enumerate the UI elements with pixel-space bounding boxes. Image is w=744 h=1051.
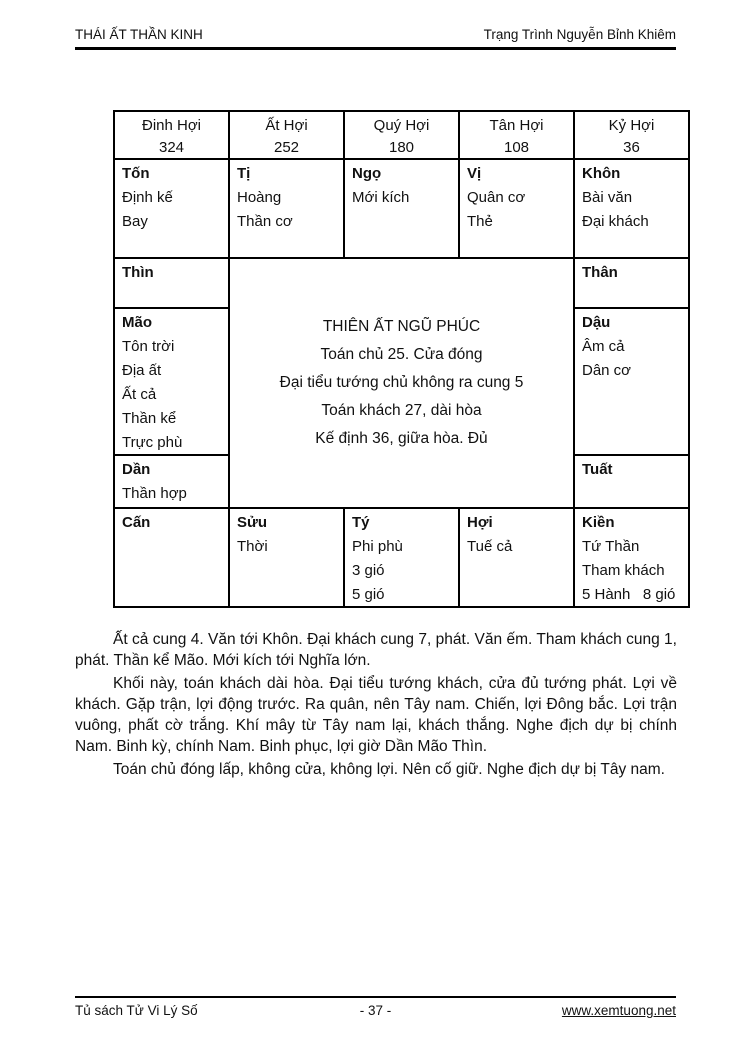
center-cell xyxy=(230,259,573,507)
paragraph: Ất cả cung 4. Văn tới Khôn. Đại khách cung 7, phát. Văn ếm. Tham khách cung 1, phát. Thần kể Mão. Mới kích tới Nghĩa lớn. xyxy=(75,631,677,669)
palace-line: Thần hợp xyxy=(122,485,187,502)
palace-title: Thân xyxy=(582,264,618,281)
palace-line: Hoàng xyxy=(237,189,282,206)
palace-line: 5 Hành 8 gió xyxy=(582,586,676,603)
palace-line: Ất cả xyxy=(122,386,157,403)
footer-series: Tủ sách Tử Vi Lý Số xyxy=(75,1003,198,1018)
palace-title: Dậu xyxy=(582,314,611,331)
palace-title: Vị xyxy=(467,165,482,182)
palace-cell-dan xyxy=(115,456,228,507)
year-cell-at-hoi xyxy=(230,112,343,158)
palace-line: Mới kích xyxy=(352,189,410,206)
year-cell-dinh-hoi xyxy=(115,112,228,158)
palace-cell-thin xyxy=(115,259,228,307)
center-line: Đại tiểu tướng chủ không ra cung 5 xyxy=(279,374,524,391)
palace-cell-mao xyxy=(115,309,228,454)
year-value: 108 xyxy=(503,139,530,156)
palace-line: Bài văn xyxy=(582,189,633,206)
palace-line: 5 gió xyxy=(352,586,385,603)
year-name: Đinh Hợi xyxy=(141,117,202,134)
header-author: Trạng Trình Nguyễn Bỉnh Khiêm xyxy=(483,27,676,42)
year-name: Tân Hợi xyxy=(489,117,544,134)
chart-table xyxy=(113,110,690,608)
footer-right xyxy=(476,1003,676,1019)
palace-line: Tứ Thần xyxy=(582,538,640,555)
palace-title: Cấn xyxy=(122,514,151,531)
palace-title: Hợi xyxy=(467,514,493,531)
footer-page-number: - 37 - xyxy=(359,1003,392,1018)
year-name: Kỷ Hợi xyxy=(608,117,655,134)
year-value: 324 xyxy=(158,139,185,156)
palace-title: Ngọ xyxy=(352,165,382,182)
palace-title: Mão xyxy=(122,314,152,331)
palace-cell-dau xyxy=(575,309,688,454)
palace-cell-ngo xyxy=(345,160,458,257)
palace-line: Thần cơ xyxy=(237,213,293,230)
center-line: Kế định 36, giữa hòa. Đủ xyxy=(315,430,488,447)
year-value: 180 xyxy=(388,139,415,156)
palace-line: Bay xyxy=(122,213,148,230)
palace-line: Thời xyxy=(237,538,268,555)
palace-title: Khôn xyxy=(582,165,621,182)
palace-cell-suu xyxy=(230,509,343,606)
year-cell-quy-hoi xyxy=(345,112,458,158)
palace-title: Kiền xyxy=(582,514,615,531)
palace-line: Tôn trời xyxy=(122,338,175,355)
footer-website-link[interactable]: www.xemtuong.net xyxy=(561,1003,676,1018)
center-line: Toán khách 27, dài hòa xyxy=(321,402,482,419)
palace-line: Quân cơ xyxy=(467,189,526,206)
palace-line: Thần kể xyxy=(122,410,177,427)
palace-line: 3 gió xyxy=(352,562,385,579)
year-name: Ất Hợi xyxy=(265,117,308,134)
header-book-title: THÁI ẤT THẦN KINH xyxy=(75,27,203,42)
palace-line: Tuế cả xyxy=(467,538,513,555)
year-name: Quý Hợi xyxy=(373,117,430,134)
palace-line: Phi phù xyxy=(352,538,403,555)
page-header xyxy=(75,26,676,50)
palace-cell-vi xyxy=(460,160,573,257)
palace-line: Địa ất xyxy=(122,362,162,379)
palace-cell-kien xyxy=(575,509,688,606)
palace-line: Âm cả xyxy=(582,338,625,355)
palace-title: Tị xyxy=(237,165,251,182)
palace-title: Dần xyxy=(122,461,151,478)
body-paragraphs xyxy=(75,629,677,782)
palace-cell-ton xyxy=(115,160,228,257)
page-footer xyxy=(75,996,676,1019)
year-value: 36 xyxy=(623,139,640,156)
palace-title: Thìn xyxy=(122,264,154,281)
palace-cell-can xyxy=(115,509,228,606)
palace-line: Trực phù xyxy=(122,434,183,451)
year-cell-ky-hoi xyxy=(575,112,688,158)
palace-cell-khon xyxy=(575,160,688,257)
center-title: THIÊN ẤT NGŨ PHÚC xyxy=(322,318,481,335)
palace-line: Tham khách xyxy=(582,562,665,579)
palace-cell-hoi xyxy=(460,509,573,606)
palace-cell-ty xyxy=(345,509,458,606)
paragraph: Toán chủ đóng lấp, không cửa, không lợi. Nên cố giữ. Nghe địch dự bị Tây nam. xyxy=(113,761,665,778)
palace-cell-ti xyxy=(230,160,343,257)
palace-cell-tuat xyxy=(575,456,688,507)
palace-title: Tý xyxy=(352,514,370,531)
palace-line: Thẻ xyxy=(467,213,493,230)
palace-title: Tốn xyxy=(122,165,150,182)
center-line: Toán chủ 25. Cửa đóng xyxy=(320,346,483,363)
palace-line: Định kế xyxy=(122,189,173,206)
palace-title: Tuất xyxy=(582,461,613,478)
palace-cell-than xyxy=(575,259,688,307)
palace-title: Sửu xyxy=(237,514,268,531)
year-cell-tan-hoi xyxy=(460,112,573,158)
paragraph: Khối này, toán khách dài hòa. Đại tiểu tướng khách, cửa đủ tướng phát. Lợi về khách. Gặp trận, lợi động trước. Ra quân, nên Tây nam. Chiến, lợi Đông bắc. Lợi trận vuông, phất cờ trắng. Khí mây từ Tây nam lại, khách thắng. Nghe địch dự bị chính Nam. Binh kỳ, chính Nam. Binh phục, lợi giờ Dần Mão Thìn. xyxy=(75,675,677,755)
palace-line: Dân cơ xyxy=(582,362,632,379)
palace-line: Đại khách xyxy=(582,213,649,230)
year-value: 252 xyxy=(273,139,300,156)
